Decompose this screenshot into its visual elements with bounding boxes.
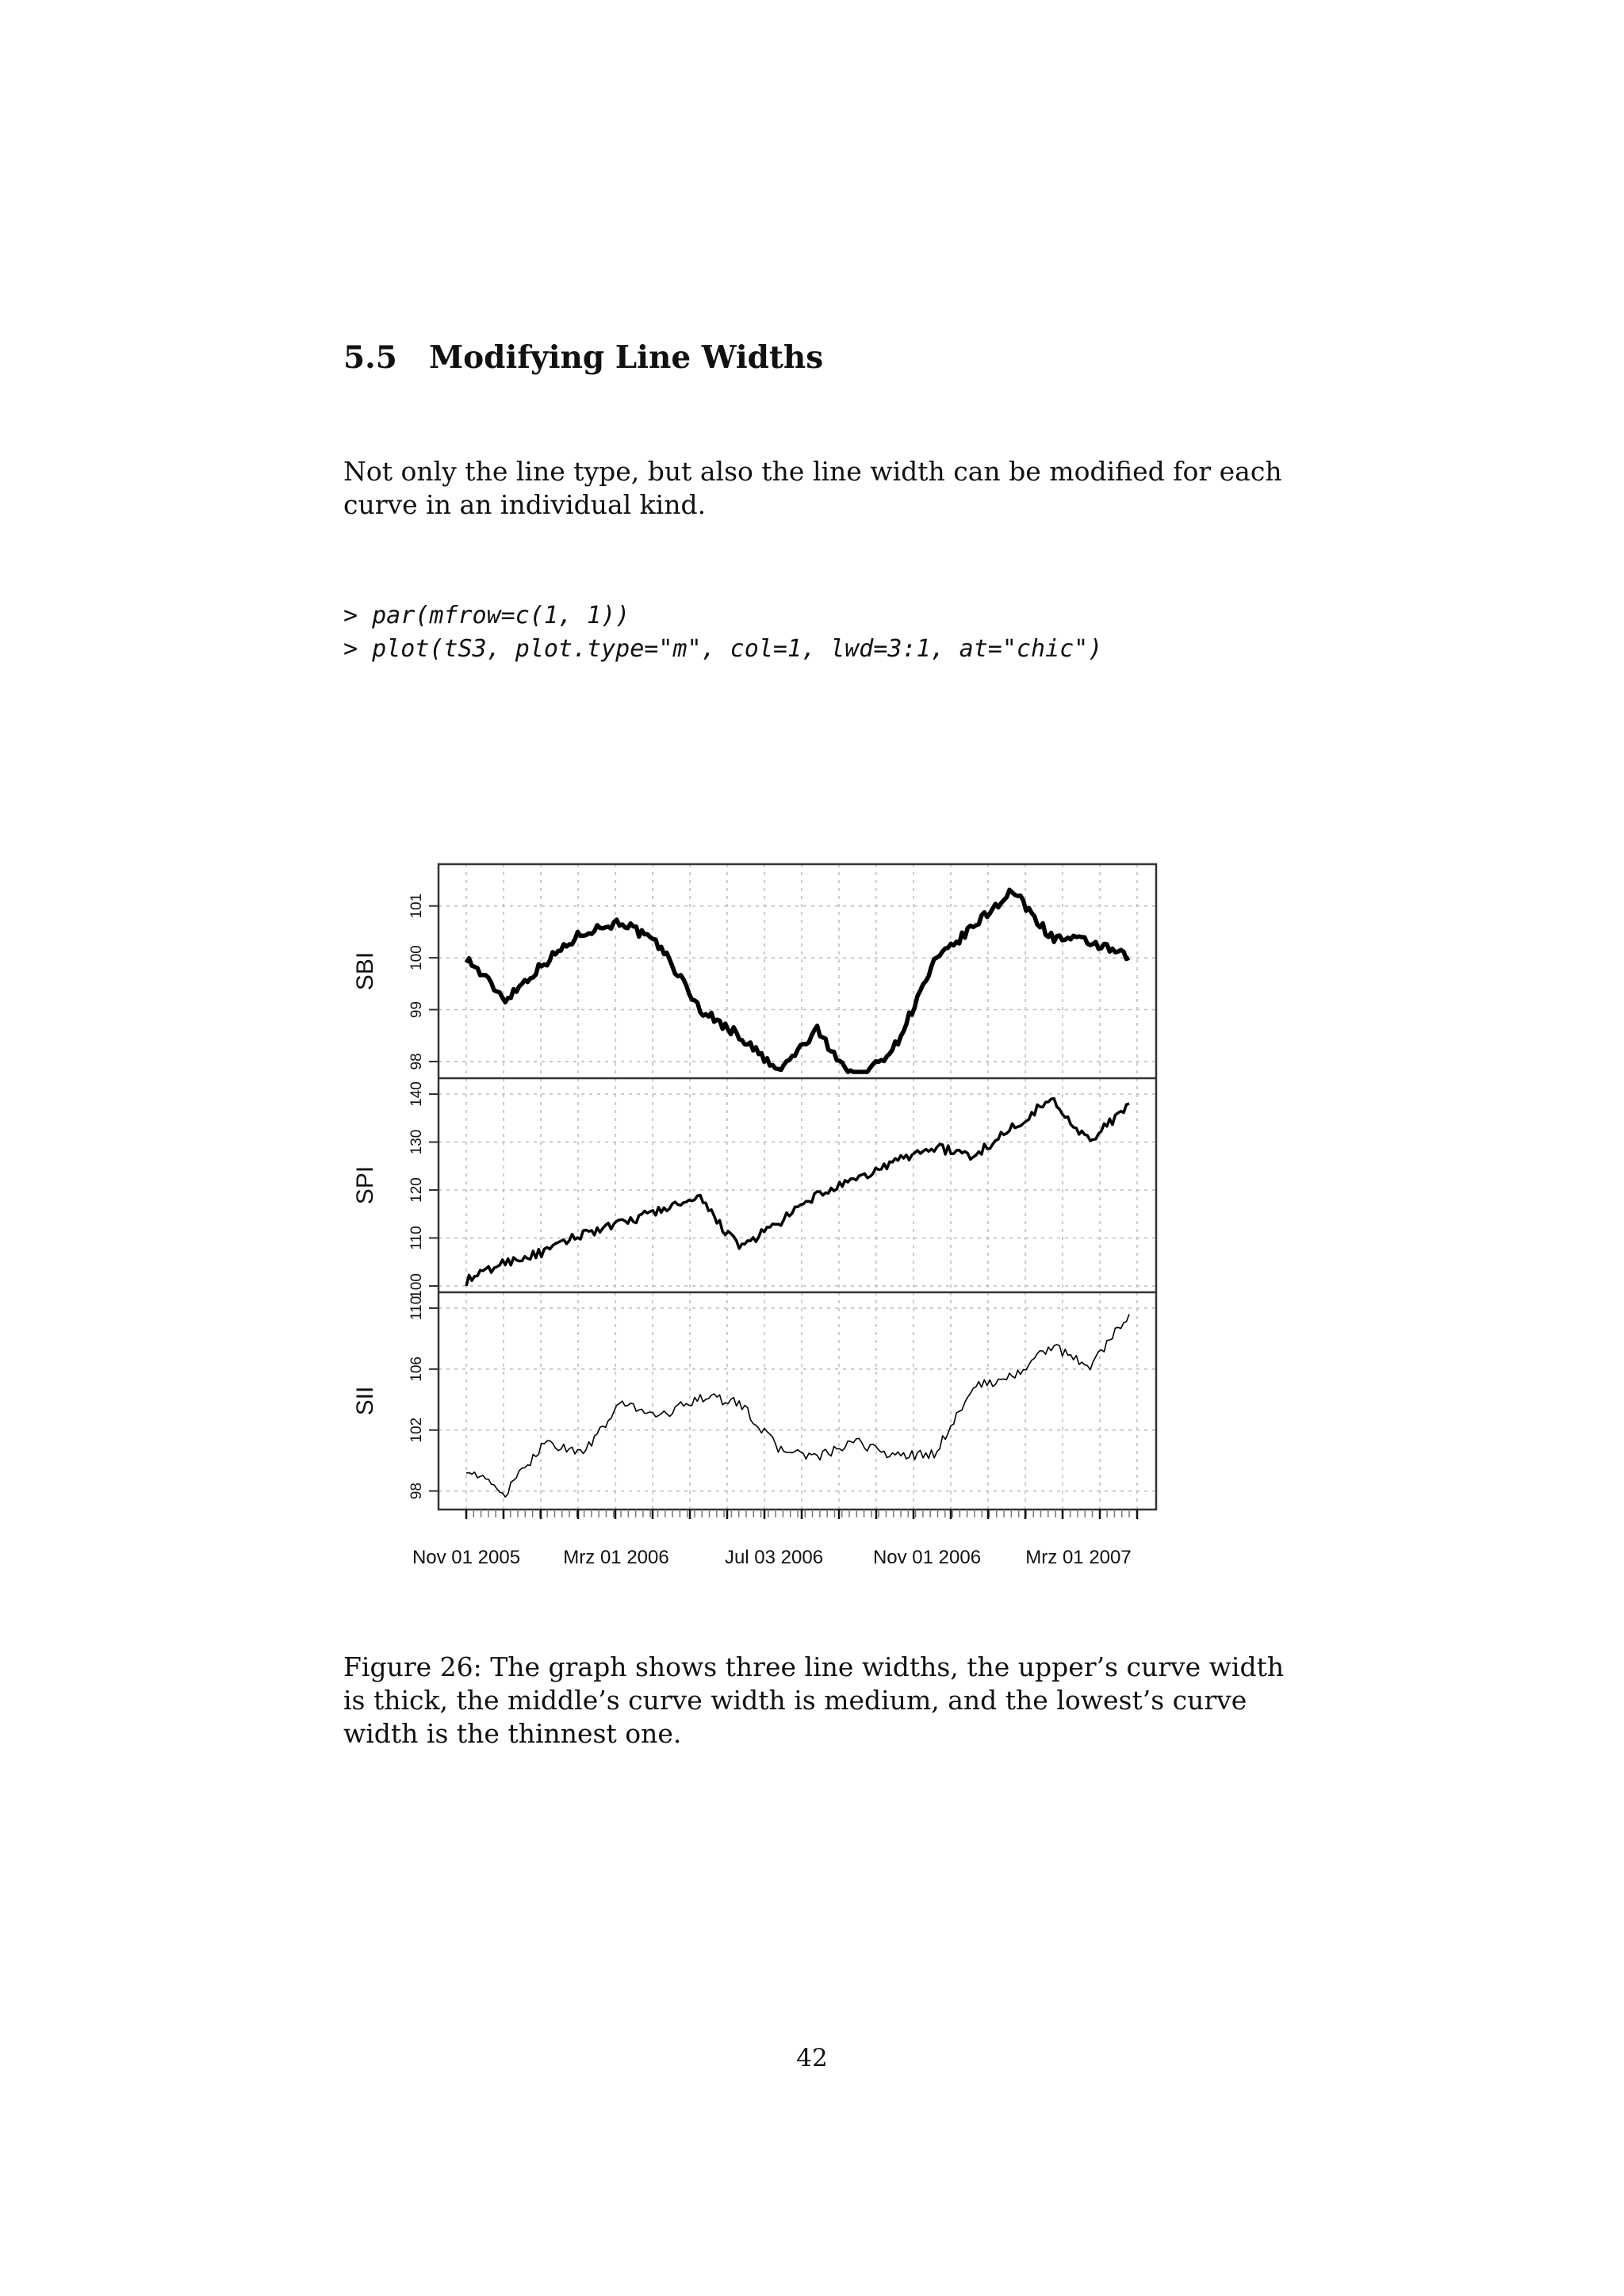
- x-tick-label: Nov 01 2006: [872, 1547, 982, 1568]
- intro-paragraph: Not only the line type, but also the line width can be modified for each curve in an individual kind.: [343, 456, 1282, 520]
- series-line-sii: [466, 1314, 1129, 1498]
- x-tick-label: Mrz 01 2006: [563, 1547, 669, 1568]
- code-line-2: > plot(tS3, plot.type="m", col=1, lwd=3:1, at="chic"): [343, 635, 1103, 663]
- y-tick-label: 100: [408, 1273, 425, 1299]
- section-title: Modifying Line Widths: [429, 339, 824, 376]
- y-axis-label-spi: SPI: [352, 1165, 378, 1205]
- y-axis-label-sbi: SBI: [352, 951, 378, 991]
- y-tick-label: 106: [408, 1357, 425, 1382]
- x-tick-label: Nov 01 2005: [412, 1547, 521, 1568]
- y-tick-label: 120: [408, 1177, 425, 1203]
- y-tick-label: 98: [408, 1053, 425, 1070]
- y-axis-label-sii: SII: [352, 1386, 378, 1416]
- y-tick-label: 102: [408, 1417, 425, 1443]
- section-number: 5.5: [343, 339, 397, 376]
- series-line-sbi: [466, 890, 1129, 1072]
- y-tick-label: 98: [408, 1483, 425, 1500]
- y-tick-label: 100: [408, 945, 425, 970]
- y-tick-label: 99: [408, 1001, 425, 1019]
- code-line-1: > par(mfrow=c(1, 1)): [343, 602, 630, 629]
- y-tick-label: 130: [408, 1129, 425, 1155]
- y-tick-label: 140: [408, 1081, 425, 1107]
- y-tick-label: 110: [408, 1295, 425, 1321]
- series-line-spi: [466, 1099, 1129, 1286]
- y-tick-label: 110: [408, 1226, 425, 1250]
- page-number: 42: [796, 2044, 828, 2072]
- figure-caption: Figure 26: The graph shows three line widths, the upper’s curve width is thick, the middle’s curve width is medium, and the lowest’s curve width is the thinnest one.: [343, 1651, 1285, 1749]
- plot-frame: [439, 864, 1156, 1510]
- x-tick-label: Jul 03 2006: [724, 1547, 824, 1568]
- x-tick-label: Mrz 01 2007: [1025, 1547, 1132, 1568]
- y-tick-label: 101: [408, 893, 425, 919]
